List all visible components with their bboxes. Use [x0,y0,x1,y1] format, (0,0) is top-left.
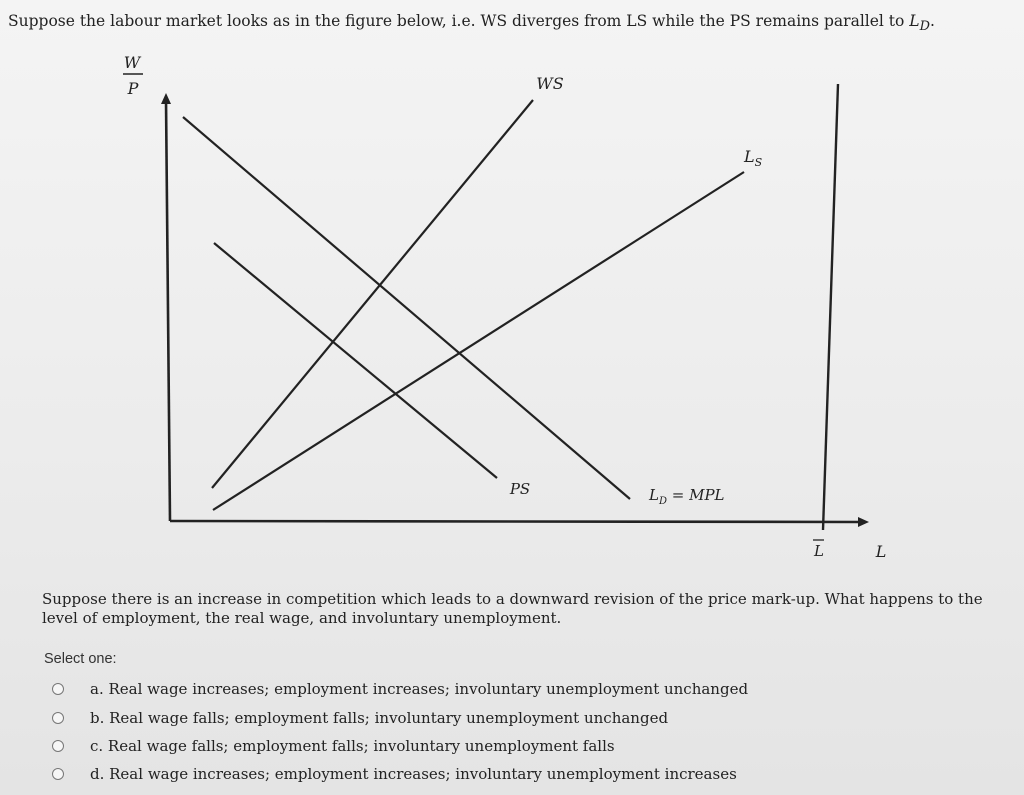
answer-option-label: d. Real wage increases; employment increases; involuntary unemployment increases [90,765,737,783]
x-axis-arrow [858,517,869,527]
labour-force-line [823,84,838,530]
question-prompt: Suppose there is an increase in competition which leads to a downward revision of the price mark-up. What happens to the level of employment, the real wage, and involuntary unemployment. [42,590,983,627]
ps-label: PS [509,480,531,498]
ws-label: WS [536,74,564,93]
y-axis-arrow [161,93,171,104]
question-var: L [909,12,920,30]
ws-curve [212,100,533,488]
select-one-label: Select one: [44,651,117,667]
answer-option-label: a. Real wage increases; employment increases; involuntary unemployment unchanged [90,680,749,698]
x-axis [170,521,861,522]
answer-option-label: b. Real wage falls; employment falls; involuntary unemployment unchanged [90,709,669,727]
answer-option-d[interactable] [52,763,737,785]
answer-option-label: c. Real wage falls; employment falls; involuntary unemployment falls [90,737,615,755]
answer-option-c[interactable] [52,735,615,757]
y-axis-numerator: W [123,53,141,72]
y-axis-denominator: P [127,79,139,98]
question-var-sub: D [919,19,930,35]
ld-label-main: L [649,486,659,504]
x-axis-label: L [875,542,887,561]
radio-button[interactable] [52,740,64,752]
ld-label-rest: = MPL [667,486,725,504]
answer-option-a[interactable] [52,678,748,700]
lbar-label: L [814,542,824,560]
question-lead: Suppose the labour market looks as in the figure below, i.e. WS diverges from LS while the PS remains parallel to [8,12,910,30]
ld-label [648,486,725,507]
radio-button[interactable] [52,712,64,724]
answer-option-b[interactable] [52,707,668,729]
radio-button[interactable] [52,768,64,780]
ps-curve [214,243,497,478]
question-end: . [929,12,935,30]
ls-label [743,147,763,169]
radio-button[interactable] [52,683,64,695]
ld-label-sub: D [658,496,667,507]
ls-curve [213,172,744,510]
ls-label-sub: S [754,156,763,169]
ls-label-main: L [744,147,755,166]
y-axis [166,100,170,521]
